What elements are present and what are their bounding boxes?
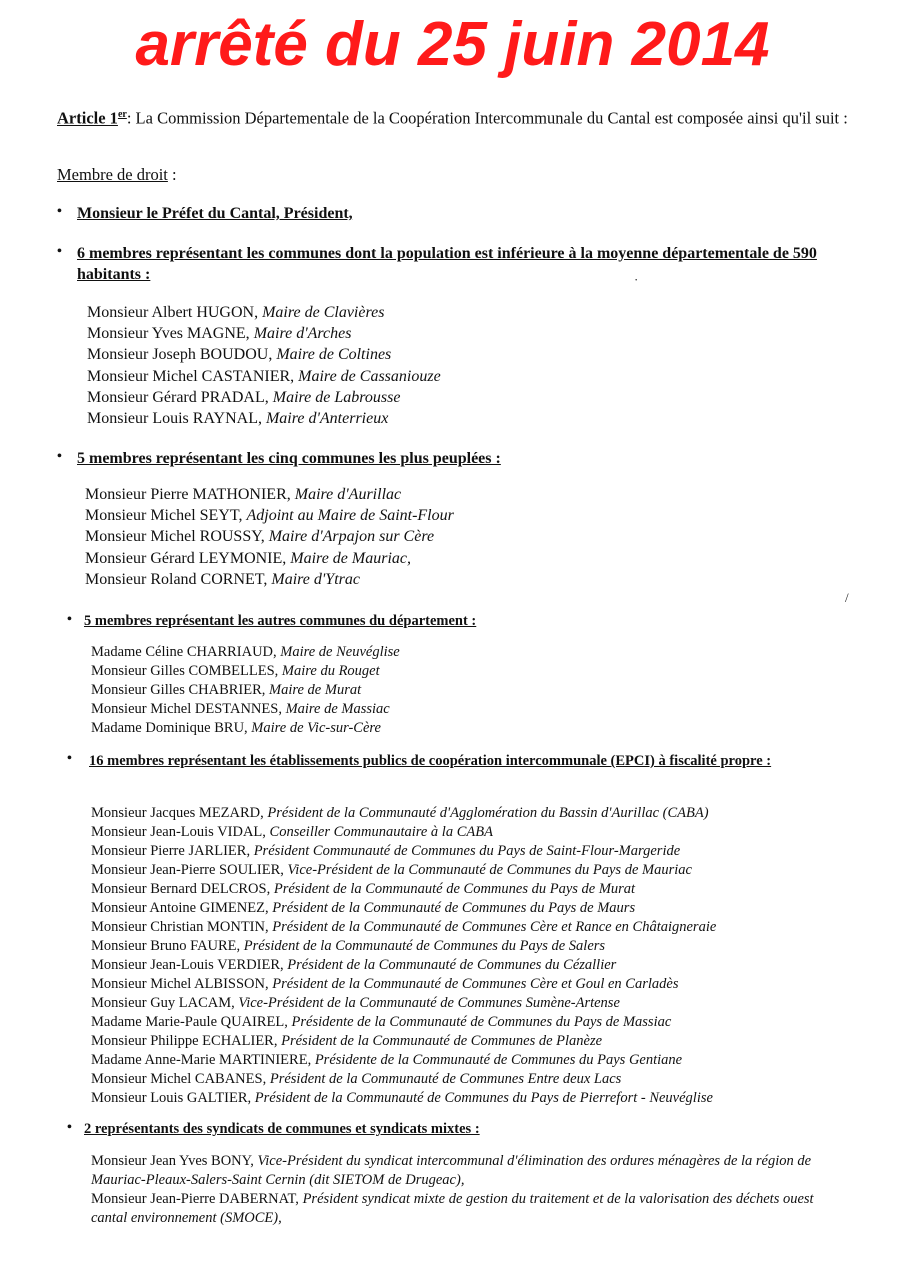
member-role: Maire d'Arpajon sur Cère <box>268 528 435 546</box>
member-name: Monsieur Jean-Pierre SOULIER, <box>91 862 288 878</box>
section-heading: 6 membres représentant les communes dont la population est inférieure à la moyenne départementale de 590 habitants : <box>77 245 817 283</box>
article-text: : La Commission Départementale de la Coopération Intercommunale du Cantal est composée ainsi qu'il suit : <box>126 108 848 128</box>
member-name: Monsieur Antoine GIMENEZ, <box>91 900 273 916</box>
member-name: Monsieur Michel ALBISSON, <box>91 976 273 992</box>
section-communes-peuplees <box>57 448 857 469</box>
member-name: Monsieur Bernard DELCROS, <box>91 881 274 897</box>
member-name: Monsieur Jean-Louis VIDAL, <box>91 824 270 840</box>
member-name: Monsieur Michel ROUSSY, <box>85 528 269 546</box>
membre-de-droit-colon: : <box>167 165 177 184</box>
member-role: Président de la Communauté de Communes du Pays de Murat <box>273 881 636 897</box>
member-name: Monsieur Yves MAGNE, <box>87 325 254 343</box>
membre-de-droit-line <box>57 165 857 185</box>
member-row <box>91 1070 851 1089</box>
member-name: Monsieur Philippe ECHALIER, <box>91 1033 282 1049</box>
member-role: Président de la Communauté de Communes du Cézallier <box>287 957 617 973</box>
member-row <box>91 956 851 975</box>
member-name: Monsieur Gérard PRADAL, <box>87 388 273 406</box>
member-role: Maire de Clavières <box>262 304 385 321</box>
member-name: Monsieur Jean Yves BONY, <box>91 1153 258 1169</box>
scan-speck: · <box>634 272 639 287</box>
member-row <box>91 937 851 956</box>
member-name: Monsieur Bruno FAURE, <box>91 938 244 954</box>
member-row <box>91 918 851 937</box>
article-sup: er <box>117 109 127 120</box>
member-row <box>91 1032 851 1051</box>
member-row <box>87 344 847 365</box>
member-role: Vice-Président de la Communauté de Communes Sumène-Artense <box>238 995 620 1011</box>
member-role: Maire d'Anterrieux <box>265 410 389 428</box>
member-row <box>91 719 851 738</box>
member-name: Madame Dominique BRU, <box>91 720 252 736</box>
member-row <box>91 861 851 880</box>
member-name: Monsieur Joseph BOUDOU, <box>87 346 277 364</box>
member-row <box>91 994 851 1013</box>
member-name: Monsieur Michel CABANES, <box>91 1071 270 1087</box>
member-list-epci <box>91 804 851 1108</box>
member-list-autres-communes <box>91 643 851 738</box>
section-heading: 5 membres représentant les cinq communes les plus peuplées : <box>77 450 501 467</box>
member-role: Présidente de la Communauté de Communes du Pays de Massiac <box>291 1014 672 1030</box>
member-role: Maire d'Ytrac <box>271 570 360 588</box>
member-row <box>91 880 851 899</box>
member-row <box>85 569 845 590</box>
member-list-communes-peuplees <box>85 484 845 590</box>
member-role: Président syndicat mixte de gestion du traitement et de la valorisation des déchets ouest cantal environnement (SMOCE), <box>91 1191 814 1226</box>
section-heading: 5 membres représentant les autres communes du département : <box>84 613 477 629</box>
member-row <box>91 899 851 918</box>
article-label: Article 1 <box>57 108 118 128</box>
member-row <box>91 1152 836 1190</box>
member-row <box>91 1190 836 1228</box>
section-heading: 2 représentants des syndicats de communes et syndicats mixtes : <box>84 1121 480 1137</box>
member-name: Monsieur Michel DESTANNES, <box>91 701 286 717</box>
member-role: Maire d'Aurillac <box>294 486 402 503</box>
member-role: Maire de Cassaniouze <box>298 367 441 385</box>
member-role: Maire d'Arches <box>253 325 352 343</box>
member-role: Président de la Communauté de Communes Cère et Goul en Carladès <box>272 976 679 992</box>
member-name: Monsieur Jean-Pierre DABERNAT, <box>91 1191 303 1207</box>
member-role: Vice-Président de la Communauté de Communes du Pays de Mauriac <box>287 862 692 878</box>
member-row <box>85 548 845 569</box>
member-role: Maire de Coltines <box>276 346 392 364</box>
member-name: Monsieur Louis GALTIER, <box>91 1090 255 1106</box>
member-role: Président de la Communauté de Communes du Pays de Maurs <box>272 900 636 916</box>
member-role: Maire de Massiac <box>285 701 390 717</box>
member-role: Conseiller Communautaire à la CABA <box>269 824 493 840</box>
member-row <box>87 366 847 387</box>
member-role: Président de la Communauté de Communes du Pays de Pierrefort - Neuvéglise <box>254 1090 713 1106</box>
member-name: Monsieur Pierre MATHONIER, <box>85 486 295 503</box>
member-name: Monsieur Albert HUGON, <box>87 304 263 321</box>
section-epci <box>67 751 837 771</box>
member-list-syndicats <box>91 1152 836 1228</box>
section-petites-communes <box>57 243 857 285</box>
bullet-icon: • <box>67 751 72 766</box>
member-name: Monsieur Roland CORNET, <box>85 570 272 588</box>
member-row <box>91 643 851 662</box>
member-name: Madame Céline CHARRIAUD, <box>91 644 281 660</box>
member-row <box>91 662 851 681</box>
bullet-icon: • <box>67 1120 72 1135</box>
member-name: Monsieur Guy LACAM, <box>91 995 239 1011</box>
member-name: Monsieur Louis RAYNAL, <box>87 410 266 428</box>
member-role: Présidente de la Communauté de Communes du Pays Gentiane <box>314 1052 683 1068</box>
member-role: Président de la Communauté de Communes Entre deux Lacs <box>269 1071 622 1087</box>
member-name: Monsieur Gérard LEYMONIE, <box>85 549 291 567</box>
document-title: arrêté du 25 juin 2014 <box>135 10 770 79</box>
member-name: Monsieur Christian MONTIN, <box>91 919 273 935</box>
member-role: Maire de Neuvéglise <box>280 644 400 660</box>
member-row <box>85 526 845 547</box>
member-name: Monsieur Michel SEYT, <box>85 507 247 525</box>
member-name: Monsieur Pierre JARLIER, <box>91 843 254 859</box>
section-syndicats <box>67 1119 867 1140</box>
member-row <box>91 700 851 719</box>
member-name: Monsieur Jean-Louis VERDIER, <box>91 957 288 973</box>
member-name: Monsieur Gilles COMBELLES, <box>91 663 282 679</box>
bullet-icon: • <box>57 204 62 219</box>
section-heading: Monsieur le Préfet du Cantal, Président, <box>77 205 353 222</box>
member-row <box>87 387 847 408</box>
member-name: Madame Anne-Marie MARTINIERE, <box>91 1052 315 1068</box>
bullet-icon: • <box>67 612 72 627</box>
member-name: Monsieur Michel CASTANIER, <box>87 367 299 385</box>
member-row <box>91 681 851 700</box>
bullet-icon: • <box>57 449 62 464</box>
member-row <box>91 1051 851 1070</box>
membre-de-droit-label: Membre de droit <box>57 165 168 184</box>
member-row <box>87 302 847 323</box>
member-role: Adjoint au Maire de Saint-Flour <box>246 507 454 525</box>
member-role: Maire de Labrousse <box>272 388 401 406</box>
member-role: Président de la Communauté d'Agglomération du Bassin d'Aurillac (CABA) <box>267 805 709 821</box>
member-row <box>87 323 847 344</box>
member-row <box>87 408 847 429</box>
member-row <box>91 804 851 823</box>
member-name: Monsieur Jacques MEZARD, <box>91 805 268 821</box>
member-row <box>91 842 851 861</box>
member-role: Maire de Vic-sur-Cère <box>251 720 381 736</box>
member-row <box>91 1089 851 1108</box>
member-role: Maire de Mauriac, <box>290 549 411 567</box>
member-list-petites-communes <box>87 302 847 429</box>
member-role: Vice-Président du syndicat intercommunal d'élimination des ordures ménagères de la région de Mauriac-Pleaux-Salers-Saint Cernin (dit SIETOM de Drugeac), <box>91 1153 812 1188</box>
member-row <box>85 484 845 505</box>
member-role: Maire de Murat <box>269 682 362 698</box>
member-row <box>85 505 845 526</box>
member-role: Président de la Communauté de Communes du Pays de Salers <box>243 938 606 954</box>
member-name: Monsieur Gilles CHABRIER, <box>91 682 270 698</box>
member-row <box>91 823 851 842</box>
article-paragraph <box>57 105 857 129</box>
section-heading: 16 membres représentant les établissements publics de coopération intercommunale (EPCI) à fiscalité propre : <box>89 753 772 769</box>
scan-speck: / <box>845 590 849 605</box>
member-role: Président de la Communauté de Communes Cère et Rance en Châtaigneraie <box>272 919 717 935</box>
section-autres-communes <box>67 611 867 632</box>
bullet-icon: • <box>57 244 62 259</box>
member-role: Président Communauté de Communes du Pays de Saint-Flour-Margeride <box>253 843 681 859</box>
member-role: Président de la Communauté de Communes de Planèze <box>281 1033 603 1049</box>
member-row <box>91 1013 851 1032</box>
section-prefet <box>57 203 857 224</box>
member-row <box>91 975 851 994</box>
member-name: Madame Marie-Paule QUAIREL, <box>91 1014 292 1030</box>
member-role: Maire du Rouget <box>281 663 380 679</box>
